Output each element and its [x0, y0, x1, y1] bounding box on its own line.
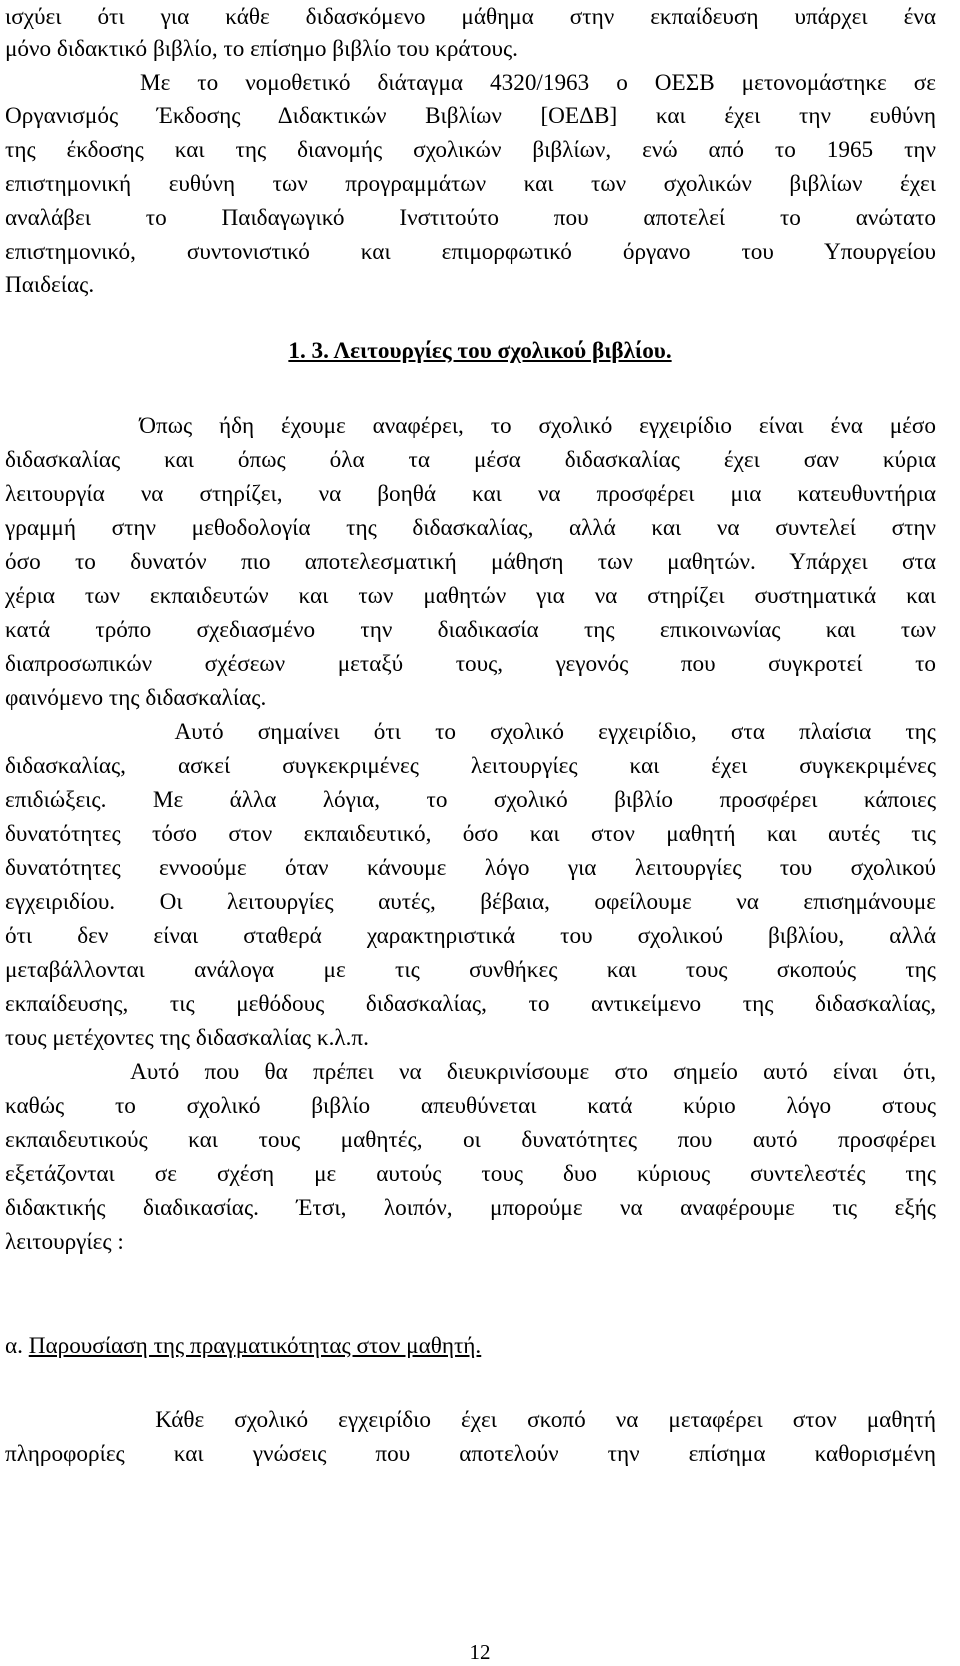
- text-line: γραμμή στην μεθοδολογία της διδασκαλίας, αλλά και να συντελεί στην: [5, 515, 936, 541]
- text-line: χέρια των εκπαιδευτών και των μαθητών για να στηρίζει συστηματικά και: [5, 583, 936, 609]
- text-line: όσο το δυνατόν πιο αποτελεσματική μάθηση των μαθητών. Υπάρχει στα: [5, 549, 936, 575]
- text-line: ισχύει ότι για κάθε διδασκόμενο μάθημα στην εκπαίδευση υπάρχει ένα: [5, 4, 936, 30]
- text-line: δυνατότητες τόσο στον εκπαιδευτικό, όσο και στον μαθητή και αυτές τις: [5, 821, 936, 847]
- text-line: Οργανισμός Έκδοσης Διδακτικών Βιβλίων [ΟΕΔΒ] και έχει την ευθύνη: [5, 103, 936, 129]
- text-line: λειτουργίες :: [5, 1229, 124, 1255]
- text-line: αναλάβει το Παιδαγωγικό Ινστιτούτο που αποτελεί το ανώτατο: [5, 205, 936, 231]
- text-line: εκπαιδευτικούς και τους μαθητές, οι δυνατότητες που αυτό προσφέρει: [5, 1127, 936, 1153]
- text-line: δυνατότητες εννοούμε όταν κάνουμε λόγο για λειτουργίες του σχολικού: [5, 855, 936, 881]
- text-line: μόνο διδακτικό βιβλίο, το επίσημο βιβλίο του κράτους.: [5, 36, 518, 62]
- text-line: Όπως ήδη έχουμε αναφέρει, το σχολικό εγχειρίδιο είναι ένα μέσο: [5, 413, 936, 439]
- text-line: καθώς το σχολικό βιβλίο απευθύνεται κατά κύριο λόγο στους: [5, 1093, 936, 1119]
- page-number: 12: [469, 1640, 491, 1664]
- text-line: φαινόμενο της διδασκαλίας.: [5, 685, 267, 711]
- text-line: διδασκαλίας, ασκεί συγκεκριμένες λειτουργίες και έχει συγκεκριμένες: [5, 753, 936, 779]
- text-line: διδασκαλίας και όπως όλα τα μέσα διδασκαλίας έχει σαν κύρια: [5, 447, 936, 473]
- text-line: εγχειριδίου. Οι λειτουργίες αυτές, βέβαια, οφείλουμε να επισημάνουμε: [5, 889, 936, 915]
- text-line: Με το νομοθετικό διάταγμα 4320/1963 ο ΟΕΣΒ μετονομάστηκε σε: [5, 70, 936, 96]
- section-heading: 1. 3. Λειτουργίες του σχολικού βιβλίου.: [288, 338, 672, 364]
- text-line: διδακτικής διαδικασίας. Έτσι, λοιπόν, μπορούμε να αναφέρουμε τις εξής: [5, 1195, 936, 1221]
- text-line: ότι δεν είναι σταθερά χαρακτηριστικά του σχολικού βιβλίου, αλλά: [5, 923, 936, 949]
- text-line: τους μετέχοντες της διδασκαλίας κ.λ.π.: [5, 1025, 369, 1051]
- text-line: της έκδοσης και της διανομής σχολικών βιβλίων, ενώ από το 1965 την: [5, 137, 936, 163]
- text-line: Αυτό σημαίνει ότι το σχολικό εγχειρίδιο, στα πλαίσια της: [5, 719, 936, 745]
- text-line: Παιδείας.: [5, 272, 95, 298]
- text-line: επιστημονικό, συντονιστικό και επιμορφωτικό όργανο του Υπουργείου: [5, 239, 936, 265]
- subsection-prefix: α.: [5, 1333, 29, 1359]
- text-line: επιστημονική ευθύνη των προγραμμάτων και των σχολικών βιβλίων έχει: [5, 171, 936, 197]
- text-line: εκπαίδευσης, τις μεθόδους διδασκαλίας, το αντικείμενο της διδασκαλίας,: [5, 991, 936, 1017]
- text-line: λειτουργία να στηρίζει, να βοηθά και να προσφέρει μια κατευθυντήρια: [5, 481, 936, 507]
- text-line: διαπροσωπικών σχέσεων μεταξύ τους, γεγονός που συγκροτεί το: [5, 651, 936, 677]
- text-line: επιδιώξεις. Με άλλα λόγια, το σχολικό βιβλίο προσφέρει κάποιες: [5, 787, 936, 813]
- text-line: Κάθε σχολικό εγχειρίδιο έχει σκοπό να μεταφέρει στον μαθητή: [5, 1407, 936, 1433]
- text-line: Αυτό που θα πρέπει να διευκρινίσουμε στο σημείο αυτό είναι ότι,: [5, 1059, 936, 1085]
- text-line: εξετάζονται σε σχέση με αυτούς τους δυο κύριους συντελεστές της: [5, 1161, 936, 1187]
- subsection-heading: [5, 1329, 936, 1363]
- text-line: πληροφορίες και γνώσεις που αποτελούν την επίσημα καθορισμένη: [5, 1441, 936, 1467]
- subsection-title: Παρουσίαση της πραγματικότητας στον μαθητή.: [28, 1333, 482, 1359]
- text-line: μεταβάλλονται ανάλογα με τις συνθήκες και τους σκοπούς της: [5, 957, 936, 983]
- text-line: κατά τρόπο σχεδιασμένο την διαδικασία της επικοινωνίας και των: [5, 617, 936, 643]
